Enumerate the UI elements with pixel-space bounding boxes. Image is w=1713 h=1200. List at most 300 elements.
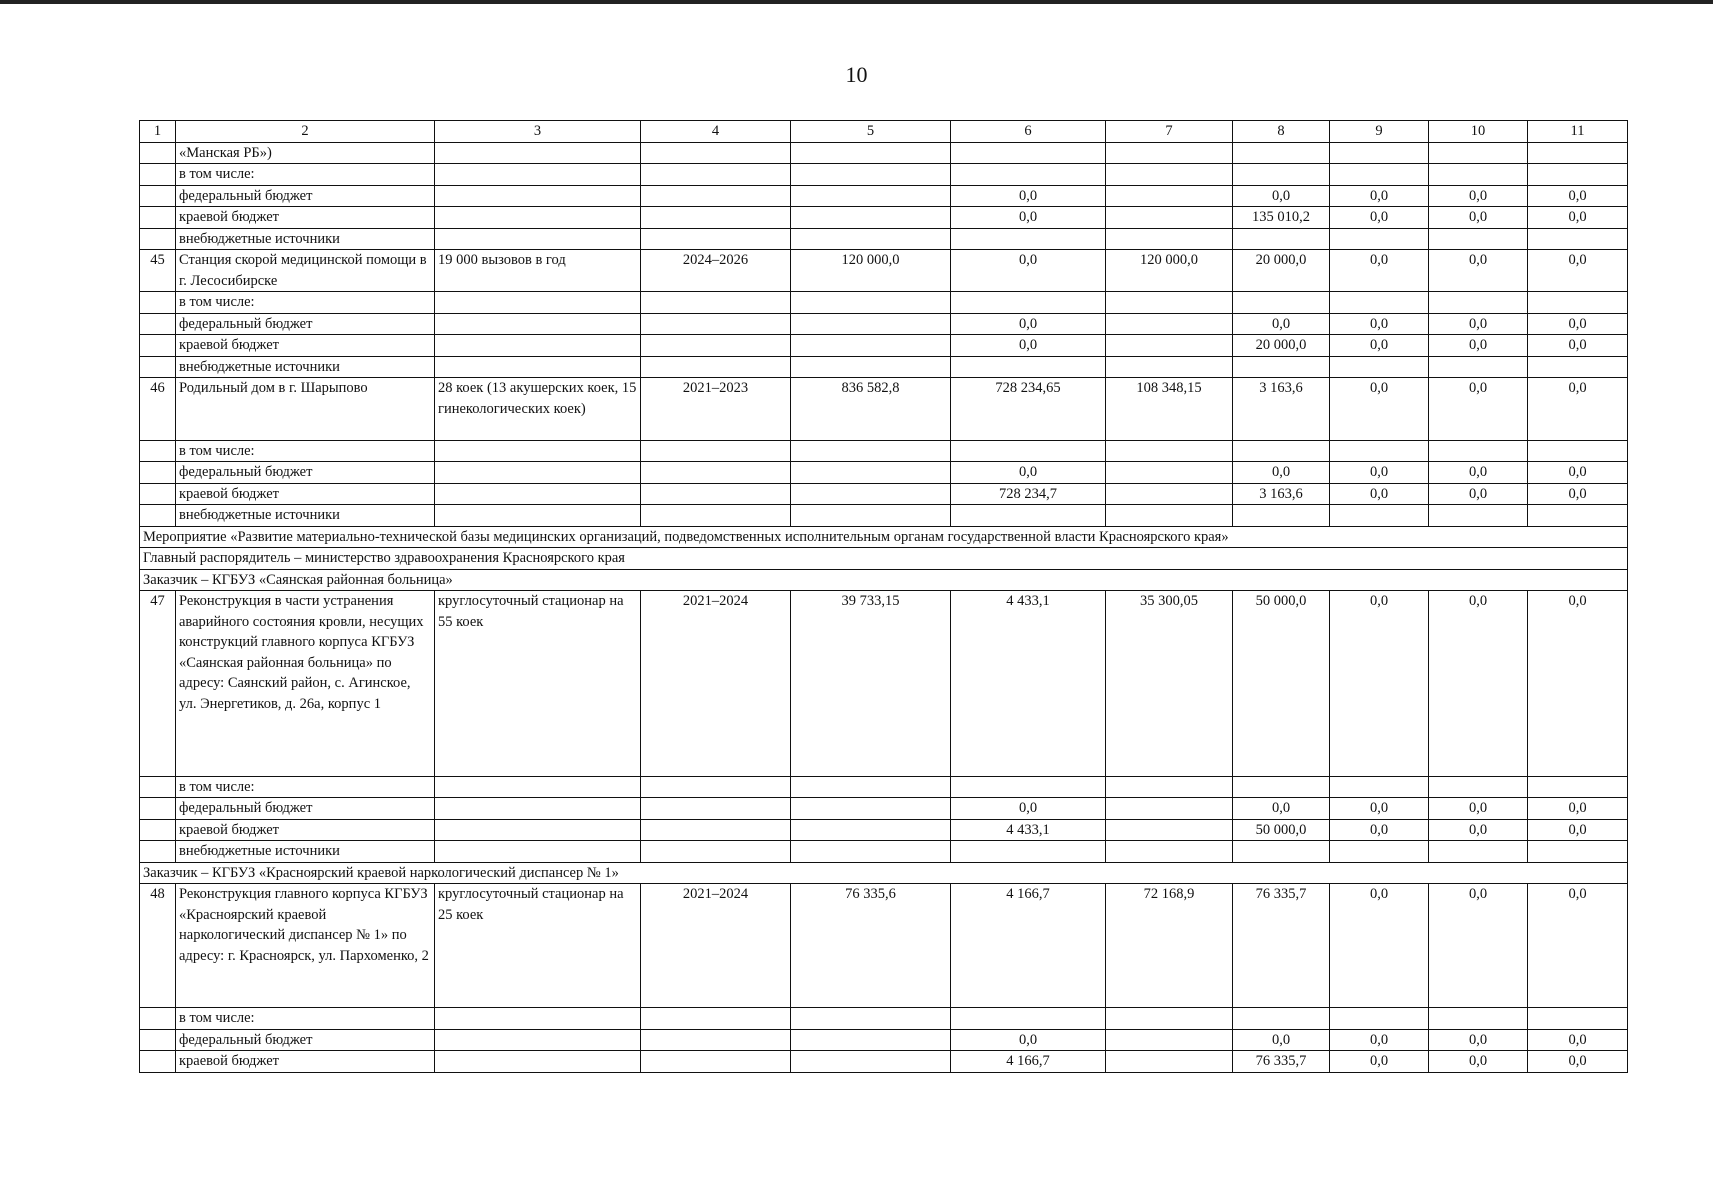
amount-col-11 xyxy=(1528,142,1628,164)
amount-col-10: 0,0 xyxy=(1429,1051,1528,1073)
amount-col-5 xyxy=(791,798,951,820)
amount-col-9: 0,0 xyxy=(1330,335,1429,357)
row-number xyxy=(140,228,176,250)
amount-col-6: 0,0 xyxy=(951,185,1106,207)
amount-col-7: 108 348,15 xyxy=(1106,378,1233,441)
table-row xyxy=(140,292,1628,314)
item-name: в том числе: xyxy=(176,292,435,314)
amount-col-5 xyxy=(791,483,951,505)
amount-col-11 xyxy=(1528,776,1628,798)
table-row xyxy=(140,1008,1628,1030)
amount-col-7 xyxy=(1106,440,1233,462)
row-number xyxy=(140,1008,176,1030)
amount-col-9 xyxy=(1330,142,1429,164)
header-cell: 3 xyxy=(435,121,641,143)
amount-col-10 xyxy=(1429,776,1528,798)
period xyxy=(641,292,791,314)
item-name: внебюджетные источники xyxy=(176,841,435,863)
amount-col-7 xyxy=(1106,819,1233,841)
table-row xyxy=(140,142,1628,164)
section-row xyxy=(140,526,1628,548)
capacity xyxy=(435,776,641,798)
table-row xyxy=(140,884,1628,1008)
amount-col-8 xyxy=(1233,440,1330,462)
capacity: круглосуточный стационар на 25 коек xyxy=(435,884,641,1008)
amount-col-5 xyxy=(791,776,951,798)
item-name: федеральный бюджет xyxy=(176,313,435,335)
capacity xyxy=(435,505,641,527)
amount-col-10: 0,0 xyxy=(1429,591,1528,777)
amount-col-10 xyxy=(1429,228,1528,250)
amount-col-5 xyxy=(791,292,951,314)
period xyxy=(641,1008,791,1030)
section-title: Заказчик – КГБУЗ «Саянская районная больница» xyxy=(140,569,1628,591)
amount-col-9: 0,0 xyxy=(1330,483,1429,505)
amount-col-10 xyxy=(1429,440,1528,462)
amount-col-11: 0,0 xyxy=(1528,250,1628,292)
row-number xyxy=(140,207,176,229)
amount-col-7: 120 000,0 xyxy=(1106,250,1233,292)
row-number xyxy=(140,1051,176,1073)
amount-col-5 xyxy=(791,313,951,335)
amount-col-8: 3 163,6 xyxy=(1233,378,1330,441)
capacity xyxy=(435,228,641,250)
item-name: в том числе: xyxy=(176,1008,435,1030)
amount-col-7 xyxy=(1106,185,1233,207)
amount-col-7 xyxy=(1106,776,1233,798)
amount-col-11: 0,0 xyxy=(1528,819,1628,841)
amount-col-10 xyxy=(1429,292,1528,314)
table-row xyxy=(140,313,1628,335)
amount-col-9 xyxy=(1330,164,1429,186)
item-name: краевой бюджет xyxy=(176,1051,435,1073)
row-number xyxy=(140,505,176,527)
scan-top-edge xyxy=(0,0,1713,4)
capacity xyxy=(435,207,641,229)
row-number xyxy=(140,462,176,484)
header-cell: 2 xyxy=(176,121,435,143)
amount-col-10: 0,0 xyxy=(1429,335,1528,357)
amount-col-10 xyxy=(1429,1008,1528,1030)
amount-col-6 xyxy=(951,292,1106,314)
table-row xyxy=(140,776,1628,798)
row-number xyxy=(140,164,176,186)
amount-col-6 xyxy=(951,228,1106,250)
amount-col-6: 4 166,7 xyxy=(951,884,1106,1008)
amount-col-10: 0,0 xyxy=(1429,798,1528,820)
item-name: внебюджетные источники xyxy=(176,505,435,527)
amount-col-8: 50 000,0 xyxy=(1233,819,1330,841)
item-name: Станция скорой медицинской помощи в г. Лесосибирске xyxy=(176,250,435,292)
row-number xyxy=(140,142,176,164)
amount-col-11 xyxy=(1528,1008,1628,1030)
row-number: 47 xyxy=(140,591,176,777)
amount-col-10 xyxy=(1429,841,1528,863)
period xyxy=(641,335,791,357)
amount-col-6 xyxy=(951,841,1106,863)
header-cell: 6 xyxy=(951,121,1106,143)
table-row xyxy=(140,440,1628,462)
header-cell: 7 xyxy=(1106,121,1233,143)
amount-col-8: 0,0 xyxy=(1233,1029,1330,1051)
amount-col-11: 0,0 xyxy=(1528,335,1628,357)
amount-col-10: 0,0 xyxy=(1429,207,1528,229)
amount-col-9 xyxy=(1330,356,1429,378)
amount-col-7 xyxy=(1106,1051,1233,1073)
capacity xyxy=(435,164,641,186)
amount-col-10 xyxy=(1429,505,1528,527)
amount-col-11: 0,0 xyxy=(1528,798,1628,820)
amount-col-8 xyxy=(1233,1008,1330,1030)
capacity: 19 000 вызовов в год xyxy=(435,250,641,292)
capacity xyxy=(435,1051,641,1073)
period xyxy=(641,841,791,863)
row-number xyxy=(140,185,176,207)
amount-col-11: 0,0 xyxy=(1528,884,1628,1008)
amount-col-11: 0,0 xyxy=(1528,378,1628,441)
period xyxy=(641,1029,791,1051)
amount-col-5: 836 582,8 xyxy=(791,378,951,441)
table-row xyxy=(140,483,1628,505)
amount-col-9: 0,0 xyxy=(1330,884,1429,1008)
capacity xyxy=(435,798,641,820)
amount-col-7 xyxy=(1106,798,1233,820)
period: 2024–2026 xyxy=(641,250,791,292)
amount-col-5 xyxy=(791,142,951,164)
amount-col-9 xyxy=(1330,841,1429,863)
header-cell: 8 xyxy=(1233,121,1330,143)
row-number xyxy=(140,1029,176,1051)
item-name: внебюджетные источники xyxy=(176,228,435,250)
amount-col-9: 0,0 xyxy=(1330,591,1429,777)
amount-col-10: 0,0 xyxy=(1429,313,1528,335)
amount-col-10: 0,0 xyxy=(1429,483,1528,505)
amount-col-7 xyxy=(1106,207,1233,229)
amount-col-7 xyxy=(1106,1008,1233,1030)
amount-col-9 xyxy=(1330,776,1429,798)
item-name: краевой бюджет xyxy=(176,207,435,229)
amount-col-7 xyxy=(1106,1029,1233,1051)
section-row xyxy=(140,862,1628,884)
amount-col-11 xyxy=(1528,505,1628,527)
amount-col-7 xyxy=(1106,356,1233,378)
amount-col-9: 0,0 xyxy=(1330,798,1429,820)
amount-col-7 xyxy=(1106,292,1233,314)
row-number xyxy=(140,440,176,462)
amount-col-6: 0,0 xyxy=(951,335,1106,357)
period xyxy=(641,228,791,250)
amount-col-6: 0,0 xyxy=(951,313,1106,335)
item-name: краевой бюджет xyxy=(176,483,435,505)
header-cell: 11 xyxy=(1528,121,1628,143)
amount-col-5 xyxy=(791,207,951,229)
amount-col-6: 4 433,1 xyxy=(951,819,1106,841)
amount-col-8: 3 163,6 xyxy=(1233,483,1330,505)
item-name: федеральный бюджет xyxy=(176,185,435,207)
amount-col-6 xyxy=(951,505,1106,527)
amount-col-9 xyxy=(1330,292,1429,314)
capacity xyxy=(435,335,641,357)
amount-col-11 xyxy=(1528,292,1628,314)
amount-col-8 xyxy=(1233,776,1330,798)
amount-col-6: 0,0 xyxy=(951,462,1106,484)
amount-col-6: 728 234,65 xyxy=(951,378,1106,441)
amount-col-8: 0,0 xyxy=(1233,798,1330,820)
amount-col-5 xyxy=(791,1051,951,1073)
table-row xyxy=(140,819,1628,841)
amount-col-7 xyxy=(1106,228,1233,250)
amount-col-8 xyxy=(1233,841,1330,863)
item-name: федеральный бюджет xyxy=(176,1029,435,1051)
capacity xyxy=(435,356,641,378)
row-number: 46 xyxy=(140,378,176,441)
item-name: федеральный бюджет xyxy=(176,462,435,484)
amount-col-5 xyxy=(791,356,951,378)
period xyxy=(641,483,791,505)
row-number: 45 xyxy=(140,250,176,292)
amount-col-8: 50 000,0 xyxy=(1233,591,1330,777)
item-name: федеральный бюджет xyxy=(176,798,435,820)
amount-col-10: 0,0 xyxy=(1429,819,1528,841)
amount-col-6 xyxy=(951,164,1106,186)
amount-col-6 xyxy=(951,356,1106,378)
row-number xyxy=(140,335,176,357)
amount-col-10: 0,0 xyxy=(1429,884,1528,1008)
amount-col-8 xyxy=(1233,292,1330,314)
amount-col-6: 0,0 xyxy=(951,207,1106,229)
amount-col-9: 0,0 xyxy=(1330,207,1429,229)
row-number: 48 xyxy=(140,884,176,1008)
amount-col-8: 20 000,0 xyxy=(1233,250,1330,292)
row-number xyxy=(140,798,176,820)
table-row xyxy=(140,164,1628,186)
amount-col-9: 0,0 xyxy=(1330,378,1429,441)
header-cell: 10 xyxy=(1429,121,1528,143)
amount-col-6 xyxy=(951,1008,1106,1030)
amount-col-11: 0,0 xyxy=(1528,207,1628,229)
header-cell: 1 xyxy=(140,121,176,143)
amount-col-11 xyxy=(1528,164,1628,186)
table-row xyxy=(140,591,1628,777)
amount-col-5 xyxy=(791,185,951,207)
capacity xyxy=(435,440,641,462)
item-name: в том числе: xyxy=(176,440,435,462)
amount-col-7 xyxy=(1106,505,1233,527)
item-name: Родильный дом в г. Шарыпово xyxy=(176,378,435,441)
amount-col-5 xyxy=(791,1008,951,1030)
table-row xyxy=(140,228,1628,250)
period: 2021–2024 xyxy=(641,884,791,1008)
amount-col-8: 20 000,0 xyxy=(1233,335,1330,357)
amount-col-8 xyxy=(1233,164,1330,186)
amount-col-9: 0,0 xyxy=(1330,185,1429,207)
period xyxy=(641,356,791,378)
amount-col-5 xyxy=(791,164,951,186)
amount-col-11: 0,0 xyxy=(1528,313,1628,335)
amount-col-5 xyxy=(791,1029,951,1051)
header-row xyxy=(140,121,1628,143)
amount-col-8 xyxy=(1233,356,1330,378)
item-name: внебюджетные источники xyxy=(176,356,435,378)
amount-col-9 xyxy=(1330,505,1429,527)
amount-col-9: 0,0 xyxy=(1330,313,1429,335)
item-name: краевой бюджет xyxy=(176,335,435,357)
capacity xyxy=(435,841,641,863)
amount-col-5 xyxy=(791,440,951,462)
section-title: Главный распорядитель – министерство здравоохранения Красноярского края xyxy=(140,548,1628,570)
amount-col-9: 0,0 xyxy=(1330,1051,1429,1073)
header-cell: 9 xyxy=(1330,121,1429,143)
row-number xyxy=(140,483,176,505)
amount-col-5 xyxy=(791,819,951,841)
table-row xyxy=(140,378,1628,441)
item-name: Реконструкция главного корпуса КГБУЗ «Красноярский краевой наркологический диспансер № 1» по адресу: г. Красноярск, ул. Пархоменко, 2 xyxy=(176,884,435,1008)
amount-col-7 xyxy=(1106,142,1233,164)
section-title: Мероприятие «Развитие материально-технической базы медицинских организаций, подведомственных исполнительным органам государственной власти Красноярского края» xyxy=(140,526,1628,548)
amount-col-10: 0,0 xyxy=(1429,378,1528,441)
header-cell: 5 xyxy=(791,121,951,143)
capacity: круглосуточный стационар на 55 коек xyxy=(435,591,641,777)
amount-col-9 xyxy=(1330,228,1429,250)
amount-col-10: 0,0 xyxy=(1429,1029,1528,1051)
amount-col-9: 0,0 xyxy=(1330,462,1429,484)
period xyxy=(641,776,791,798)
period: 2021–2024 xyxy=(641,591,791,777)
section-row xyxy=(140,569,1628,591)
table-row xyxy=(140,207,1628,229)
amount-col-10: 0,0 xyxy=(1429,462,1528,484)
header-cell: 4 xyxy=(641,121,791,143)
capacity xyxy=(435,142,641,164)
amount-col-11: 0,0 xyxy=(1528,185,1628,207)
amount-col-6 xyxy=(951,776,1106,798)
capacity xyxy=(435,1008,641,1030)
amount-col-11: 0,0 xyxy=(1528,462,1628,484)
amount-col-6: 0,0 xyxy=(951,798,1106,820)
table-row xyxy=(140,250,1628,292)
capacity xyxy=(435,819,641,841)
table-body xyxy=(140,121,1628,1073)
amount-col-5 xyxy=(791,335,951,357)
amount-col-8: 76 335,7 xyxy=(1233,884,1330,1008)
amount-col-10: 0,0 xyxy=(1429,250,1528,292)
row-number xyxy=(140,776,176,798)
section-title: Заказчик – КГБУЗ «Красноярский краевой наркологический диспансер № 1» xyxy=(140,862,1628,884)
item-name: Реконструкция в части устранения аварийного состояния кровли, несущих конструкций главного корпуса КГБУЗ «Саянская районная больница» по адресу: Саянский район, с. Агинское, ул. Энергетиков, д. 26а, корпус 1 xyxy=(176,591,435,777)
amount-col-10 xyxy=(1429,142,1528,164)
amount-col-7: 72 168,9 xyxy=(1106,884,1233,1008)
amount-col-8: 0,0 xyxy=(1233,313,1330,335)
row-number xyxy=(140,841,176,863)
capacity xyxy=(435,292,641,314)
table-row xyxy=(140,335,1628,357)
item-name: краевой бюджет xyxy=(176,819,435,841)
period xyxy=(641,1051,791,1073)
amount-col-7: 35 300,05 xyxy=(1106,591,1233,777)
period xyxy=(641,798,791,820)
amount-col-11: 0,0 xyxy=(1528,483,1628,505)
table-row xyxy=(140,505,1628,527)
period xyxy=(641,462,791,484)
amount-col-7 xyxy=(1106,164,1233,186)
capacity xyxy=(435,1029,641,1051)
amount-col-10 xyxy=(1429,164,1528,186)
row-number xyxy=(140,356,176,378)
period xyxy=(641,142,791,164)
table-row xyxy=(140,841,1628,863)
amount-col-9 xyxy=(1330,1008,1429,1030)
amount-col-8 xyxy=(1233,505,1330,527)
amount-col-11 xyxy=(1528,841,1628,863)
amount-col-7 xyxy=(1106,483,1233,505)
period xyxy=(641,164,791,186)
table-row xyxy=(140,1029,1628,1051)
amount-col-11: 0,0 xyxy=(1528,591,1628,777)
amount-col-10 xyxy=(1429,356,1528,378)
item-name: в том числе: xyxy=(176,164,435,186)
capacity xyxy=(435,313,641,335)
period xyxy=(641,207,791,229)
amount-col-5: 39 733,15 xyxy=(791,591,951,777)
amount-col-11: 0,0 xyxy=(1528,1029,1628,1051)
period xyxy=(641,185,791,207)
table-row xyxy=(140,798,1628,820)
amount-col-5: 76 335,6 xyxy=(791,884,951,1008)
amount-col-11: 0,0 xyxy=(1528,1051,1628,1073)
capacity xyxy=(435,483,641,505)
period xyxy=(641,505,791,527)
amount-col-5 xyxy=(791,841,951,863)
amount-col-9: 0,0 xyxy=(1330,250,1429,292)
amount-col-5 xyxy=(791,505,951,527)
section-row xyxy=(140,548,1628,570)
item-name: «Манская РБ») xyxy=(176,142,435,164)
period: 2021–2023 xyxy=(641,378,791,441)
capacity: 28 коек (13 акушерских коек, 15 гинекологических коек) xyxy=(435,378,641,441)
page-number: 10 xyxy=(845,62,868,87)
amount-col-9 xyxy=(1330,440,1429,462)
period xyxy=(641,313,791,335)
period xyxy=(641,440,791,462)
amount-col-6 xyxy=(951,142,1106,164)
amount-col-10: 0,0 xyxy=(1429,185,1528,207)
amount-col-8 xyxy=(1233,228,1330,250)
budget-table xyxy=(139,120,1628,1073)
amount-col-11 xyxy=(1528,228,1628,250)
amount-col-8 xyxy=(1233,142,1330,164)
amount-col-7 xyxy=(1106,335,1233,357)
amount-col-5 xyxy=(791,228,951,250)
amount-col-9: 0,0 xyxy=(1330,819,1429,841)
row-number xyxy=(140,819,176,841)
amount-col-8: 135 010,2 xyxy=(1233,207,1330,229)
table-row xyxy=(140,185,1628,207)
item-name: в том числе: xyxy=(176,776,435,798)
amount-col-9: 0,0 xyxy=(1330,1029,1429,1051)
amount-col-11 xyxy=(1528,440,1628,462)
amount-col-6 xyxy=(951,440,1106,462)
amount-col-8: 0,0 xyxy=(1233,185,1330,207)
amount-col-7 xyxy=(1106,313,1233,335)
period xyxy=(641,819,791,841)
table-row xyxy=(140,356,1628,378)
amount-col-8: 0,0 xyxy=(1233,462,1330,484)
amount-col-6: 728 234,7 xyxy=(951,483,1106,505)
amount-col-6: 4 433,1 xyxy=(951,591,1106,777)
amount-col-6: 0,0 xyxy=(951,1029,1106,1051)
amount-col-7 xyxy=(1106,841,1233,863)
amount-col-8: 76 335,7 xyxy=(1233,1051,1330,1073)
